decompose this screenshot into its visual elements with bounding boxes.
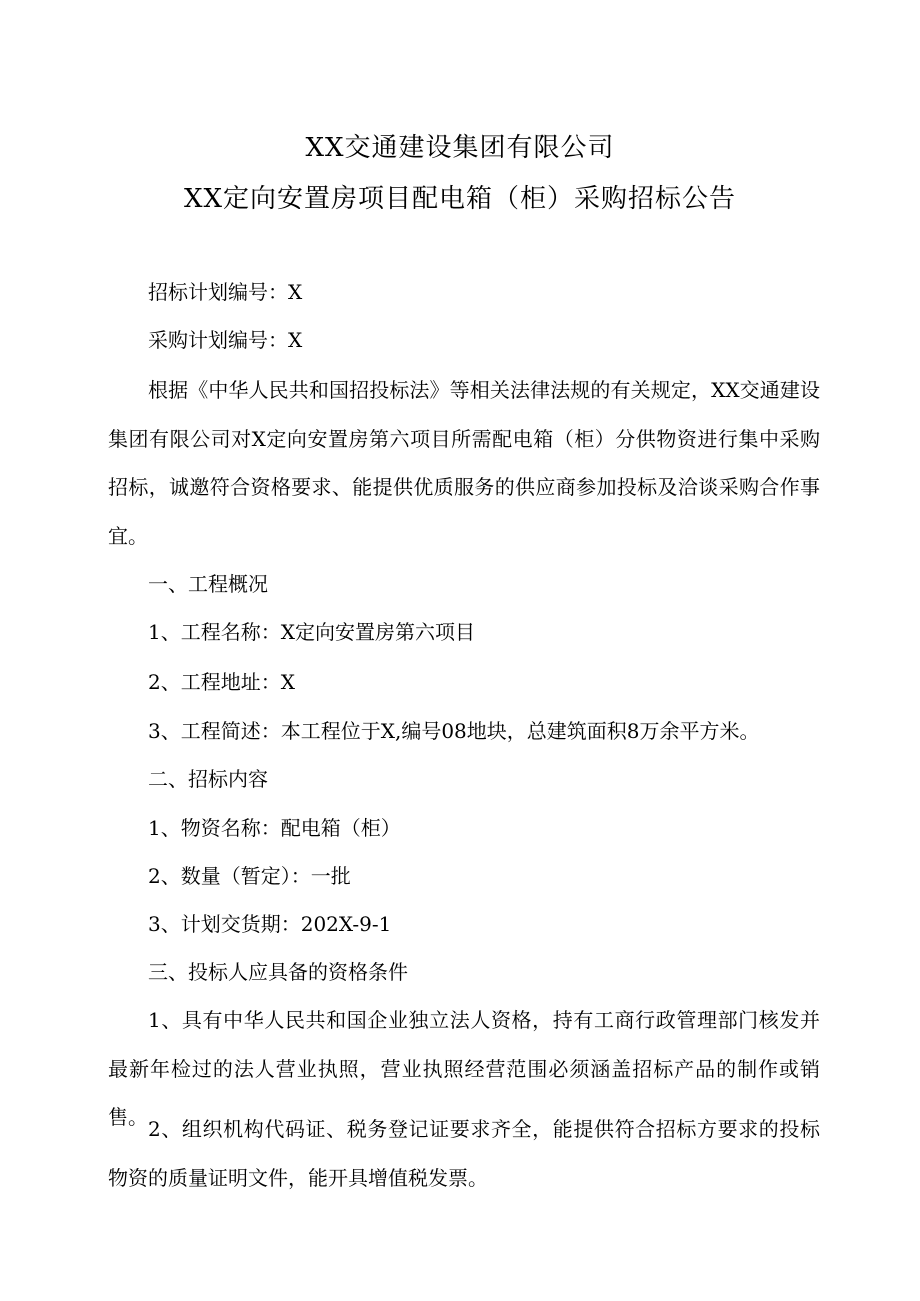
project-summary: 3、工程简述：本工程位于X,编号08地块，总建筑面积8万余平方米。	[148, 719, 760, 743]
purchase-plan-number: 采购计划编号：X	[148, 328, 303, 352]
qualification-1: 1、具有中华人民共和国企业独立法人资格，持有工商行政管理部门核发并最新年检过的法人营业执照，营业执照经营范围必须涵盖招标产品的制作或销售。	[108, 1008, 820, 1129]
section-2-heading: 二、招标内容	[148, 767, 268, 791]
tender-plan-number: 招标计划编号：X	[148, 280, 303, 304]
section-3-heading: 三、投标人应具备的资格条件	[148, 960, 408, 984]
material-name: 1、物资名称：配电箱（柜）	[148, 816, 401, 840]
announcement-title: XX定向安置房项目配电箱（柜）采购招标公告	[183, 184, 737, 214]
delivery-date: 3、计划交货期：202X-9-1	[148, 912, 392, 936]
qualification-2: 2、组织机构代码证、税务登记证要求齐全，能提供符合招标方要求的投标物资的质量证明文件，能开具增值税发票。	[108, 1117, 820, 1190]
project-name: 1、工程名称：X定向安置房第六项目	[148, 620, 475, 644]
intro-paragraph: 根据《中华人民共和国招投标法》等相关法律法规的有关规定，XX交通建设集团有限公司对X定向安置房第六项目所需配电箱（柜）分供物资进行集中采购招标，诚邀符合资格要求、能提供优质服务的供应商参加投标及洽谈采购合作事宜。	[108, 378, 820, 548]
company-title: XX交通建设集团有限公司	[305, 133, 615, 163]
section-1-heading: 一、工程概况	[148, 572, 268, 596]
project-address: 2、工程地址：X	[148, 670, 295, 694]
quantity: 2、数量（暂定）：一批	[148, 864, 351, 888]
